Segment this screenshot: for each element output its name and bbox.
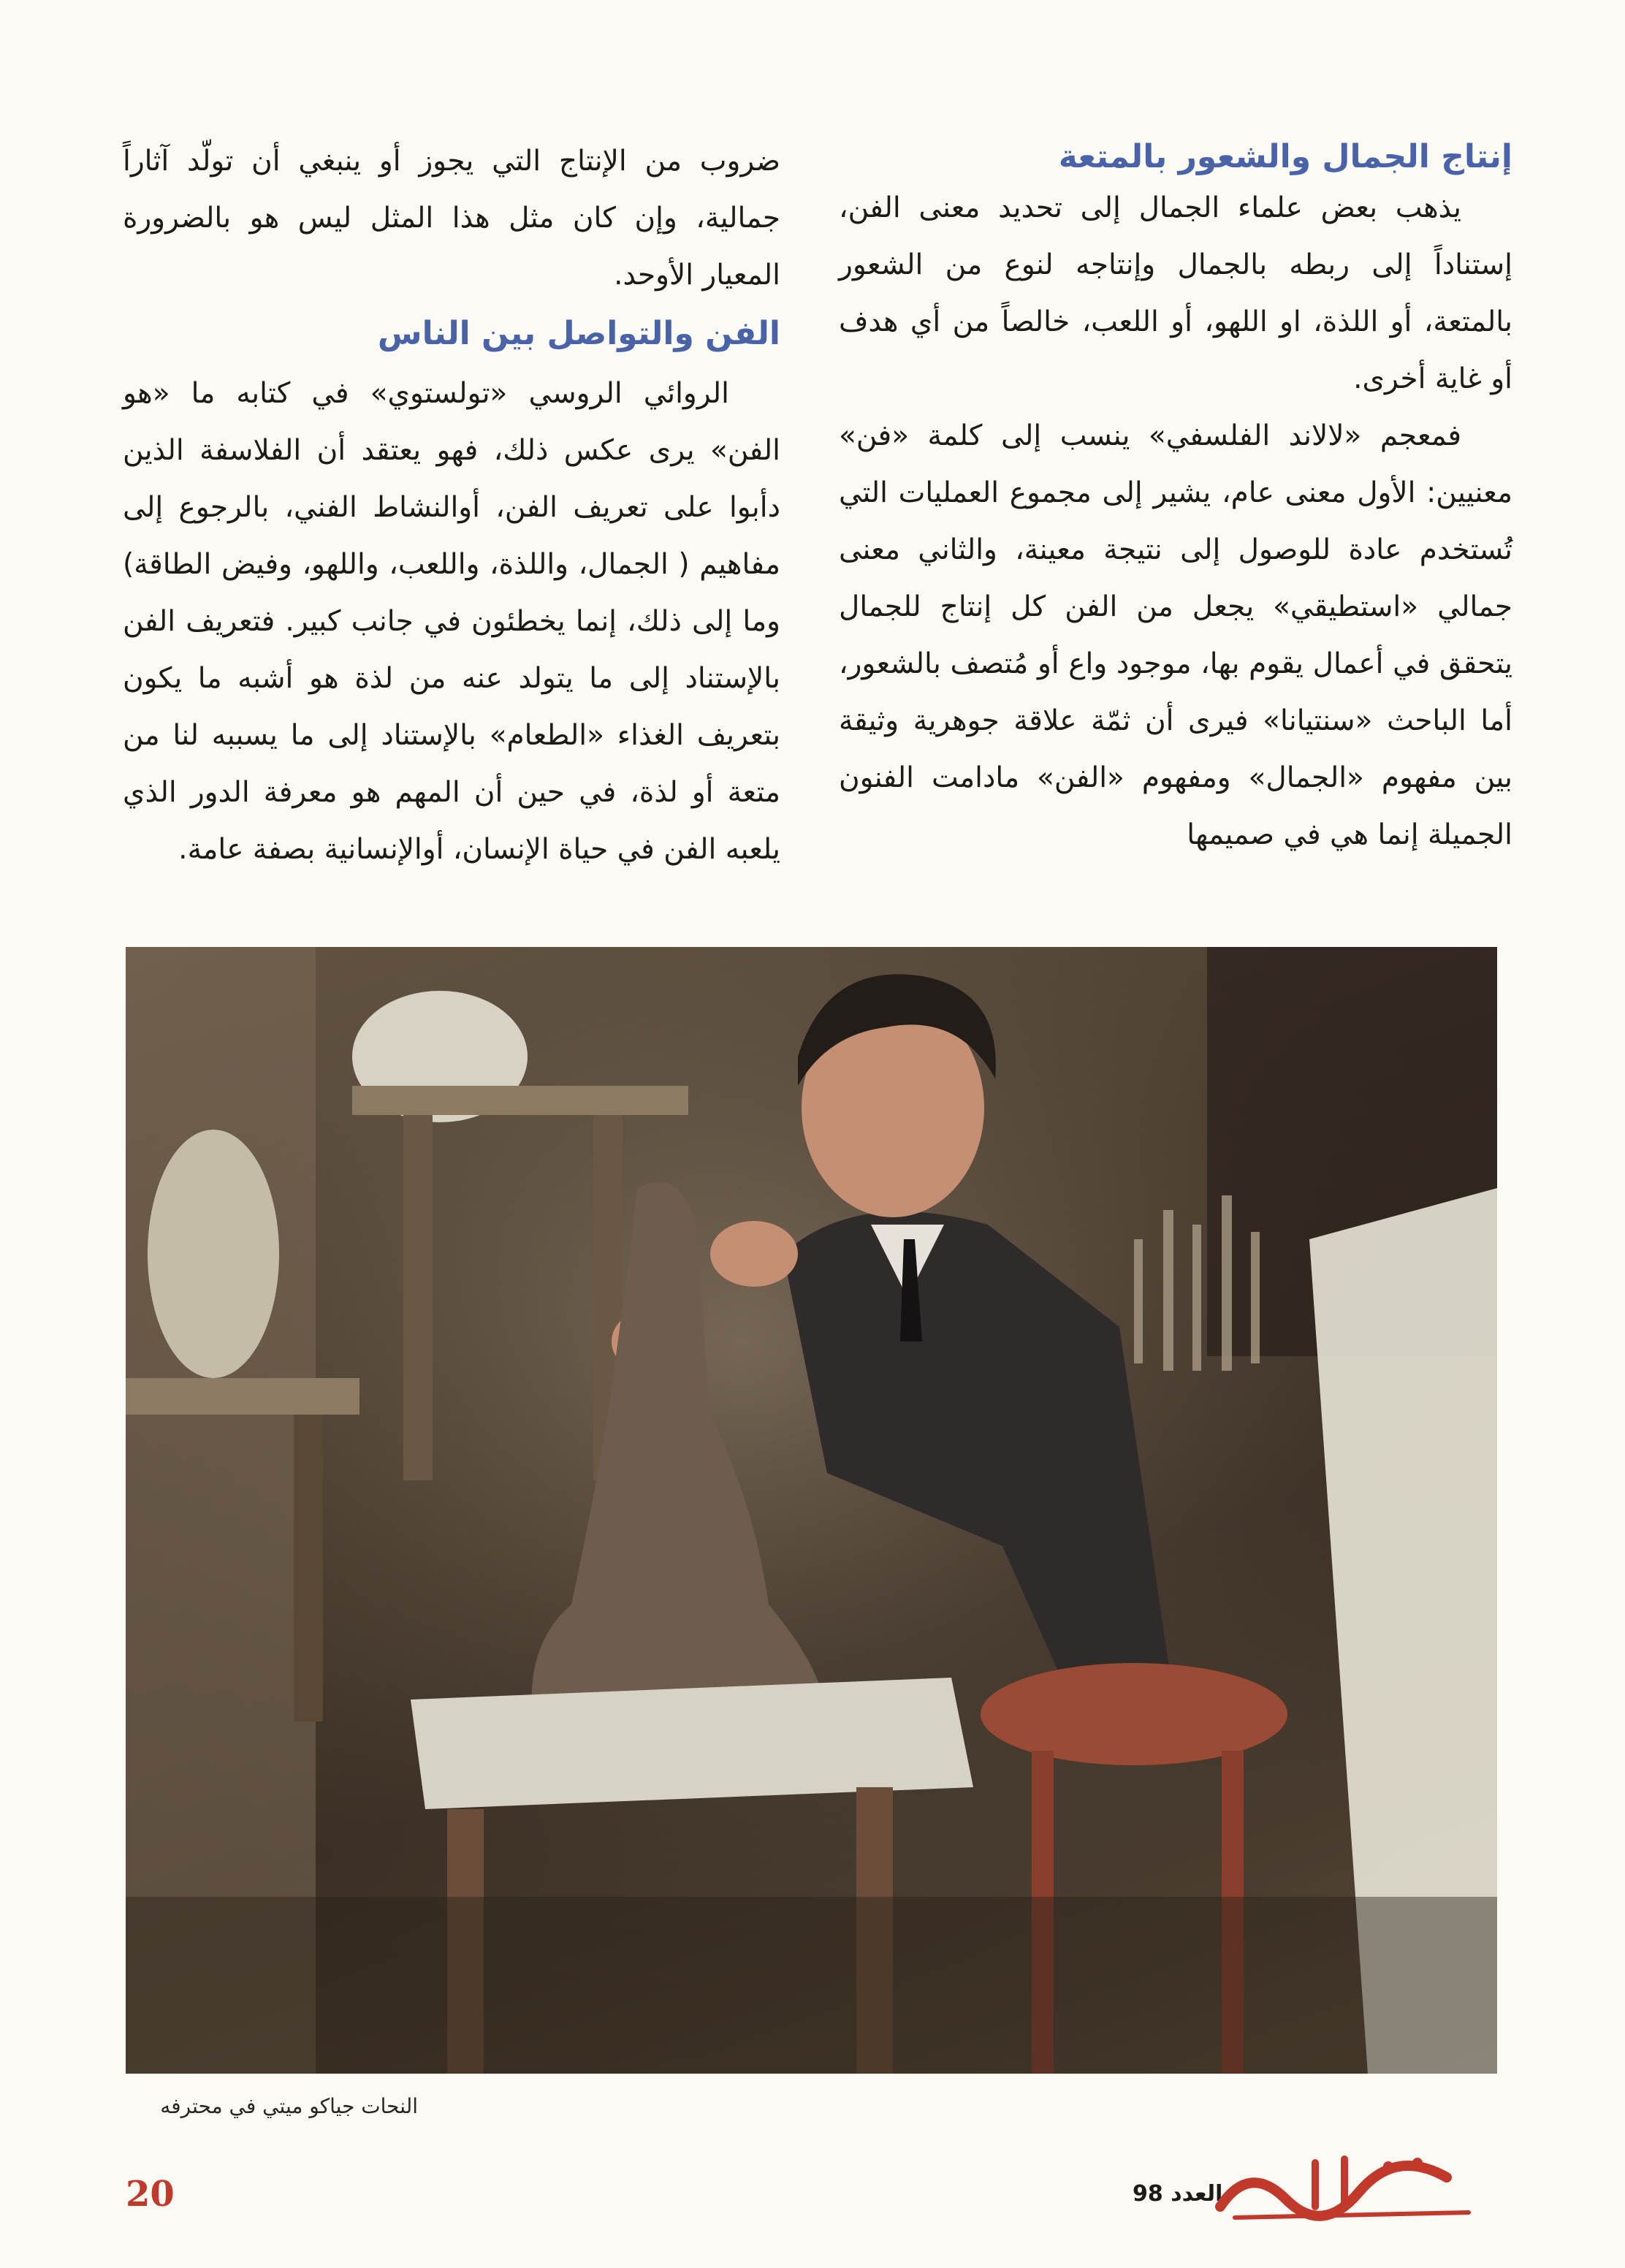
page-number: 20 [126,2174,175,2215]
issue-number: العدد 98 [1133,2181,1223,2207]
section-heading-communication: الفن والتواصل بين الناس [377,315,780,352]
photo-caption: النحات جياكو ميتي في محترفه [160,2094,418,2118]
magazine-logo [1206,2148,1483,2229]
sculptor-photo [126,947,1497,2074]
paragraph-1: يذهب بعض علماء الجمال إلى تحديد معنى الفن، إستناداً إلى ربطه بالجمال وإنتاجه لنوع من الشعور بالمتعة، أو اللذة، او اللهو، أو اللعب، خالصاً من أي هدف أو غاية أخرى. [839,191,1512,395]
paragraph-2: فمعجم «لالاند الفلسفي» ينسب إلى كلمة «فن» معنيين: الأول معنى عام، يشير إلى مجموع العمليات التي تُستخدم عادة للوصول إلى نتيجة معينة، والثاني معنى جمالي «استطيقي» يجعل من الفن كل إنتاج للجمال يتحقق في أعمال يقوم بها، موجود واع أو مُتصف بالشعور، أما الباحث «سنتيانا» فيرى أن ثمّة علاقة جوهرية وثيقة بين مفهوم «الجمال» ومفهوم «الفن» مادامت الفنون الجميلة إنما هي في صميمها [839,419,1512,851]
paragraph-continued: ضروب من الإنتاج التي يجوز أو ينبغي أن تولّد آثاراً جمالية، وإن كان مثل هذا المثل ليس هو بالضرورة المعيار الأوحد. [123,145,780,292]
right-column [839,133,1512,864]
paragraph-tolstoy: الروائي الروسي «تولستوي» في كتابه ما «هو الفن» يرى عكس ذلك، فهو يعتقد أن الفلاسفة الذين دأبوا على تعريف الفن، أوالنشاط الفني، بالرجوع إلى مفاهيم ( الجمال، واللذة، واللعب، واللهو، وفيض الطاقة) وما إلى ذلك، إنما يخطئون في جانب كبير. فتعريف الفن بالإستناد إلى ما يتولد عنه من لذة هو أشبه ما يكون بتعريف الغذاء «الطعام» بالإستناد إلى ما يسببه لنا من متعة أو لذة، في حين أن المهم هو معرفة الدور الذي يلعبه الفن في حياة الإنسان، أوالإنسانية بصفة عامة. [123,377,780,866]
section-heading-aesthetics: إنتاج الجمال والشعور بالمتعة [1058,138,1512,175]
magazine-logo-mark [1206,2148,1483,2229]
left-column [123,133,780,878]
sculptor-studio-illustration [126,947,1497,2074]
